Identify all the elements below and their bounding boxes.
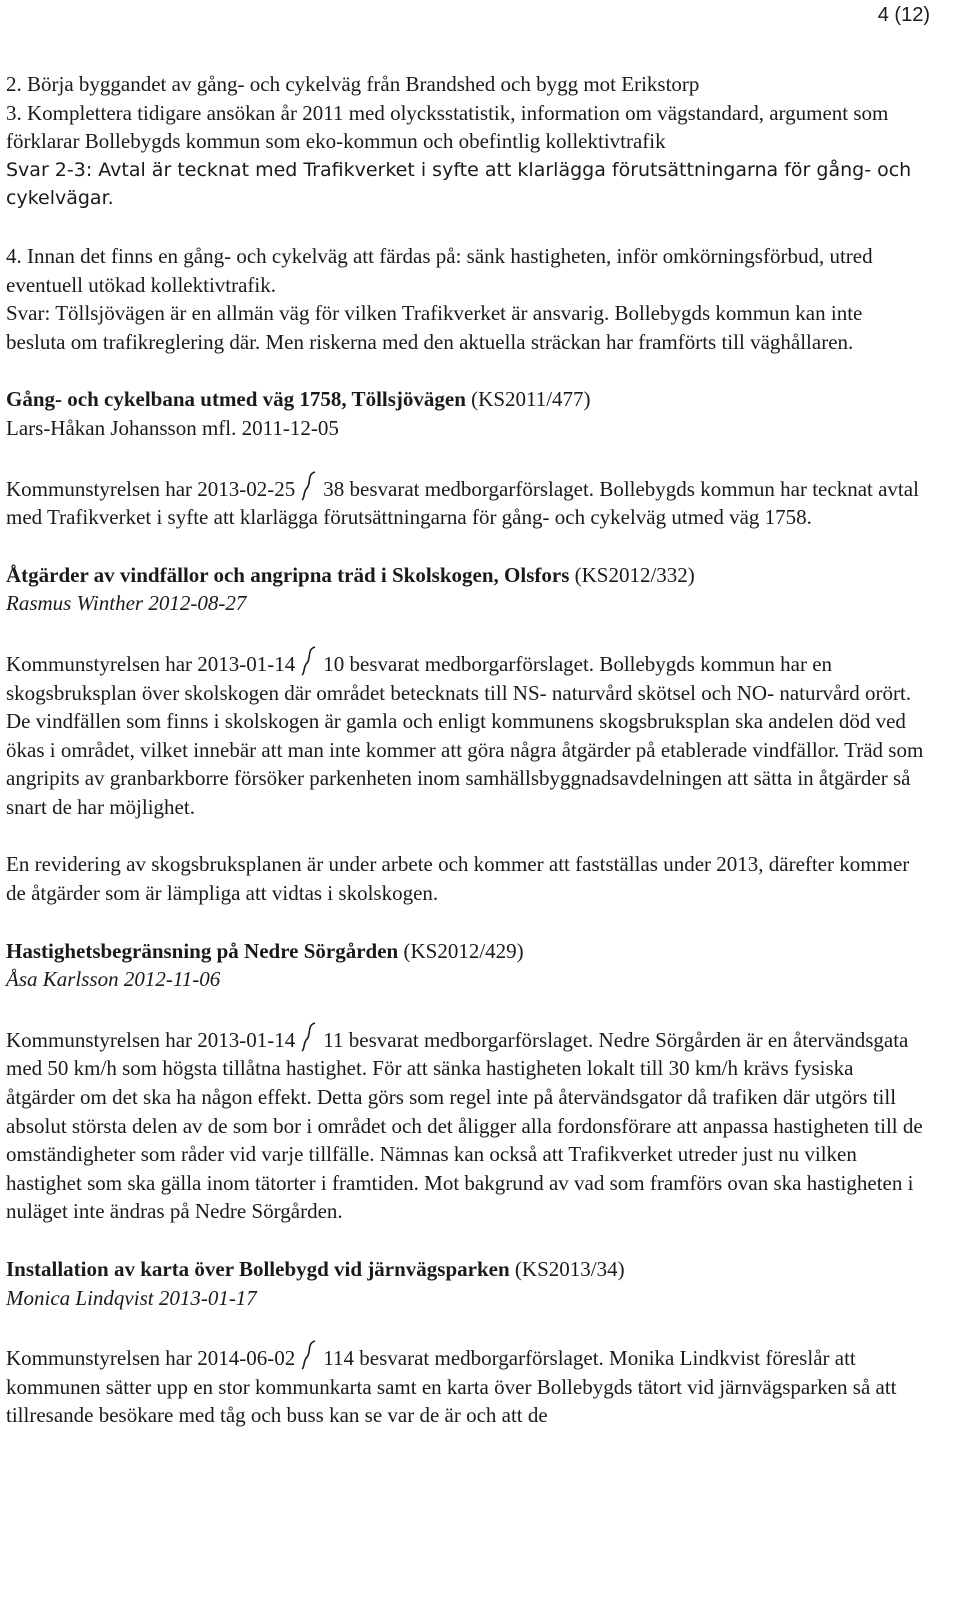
case-reference: (KS2011/477) xyxy=(471,387,591,412)
section-author: Lars-Håkan Johansson mfl. 2011-12-05 xyxy=(6,415,339,440)
section-vindfallor xyxy=(6,561,926,908)
case-reference: (KS2013/34) xyxy=(514,1257,625,1281)
section-body: Bollebygds kommun har en skogsbruksplan över skolskogen där området betecknats till NS- naturvård skötsel och NO- naturvård orört. De vindfällen som finns i skolskogen är gamla och enligt kommunens skogsbruksplan ska andelen död ved ökas i området, vilket innebär att man inte kommer att göra några åtgärder på etablerade vindfällor. Träd som angripits av granbarkborre försöker parkenheten inom samhällsbyggnadsavdelningen att sätta in åtgärder så snart de har möjlighet. xyxy=(6,651,924,819)
section-hastighet xyxy=(6,937,926,1226)
decision-number: 11 besvarat medborgarförslaget. xyxy=(323,1027,594,1052)
answer-2-3: Svar 2-3: Avtal är tecknat med Trafikverket i syfte att klarlägga förutsättningarna för gång- och cykelvägar. xyxy=(6,158,912,210)
list-item-3: 3. Komplettera tidigare ansökan år 2011 med olycksstatistik, information om vägstandard, argument som förklarar Bollebygds kommun som eko-kommun och obefintlig kollektivtrafik xyxy=(6,100,889,154)
case-reference: (KS2012/429) xyxy=(403,938,524,963)
answer-4-lead: Svar: Töllsjövägen är en allmän väg för vilken Trafikverket är ansvarig. xyxy=(6,301,610,326)
case-reference: (KS2012/332) xyxy=(574,562,695,587)
section-extra: En revidering av skogsbruksplanen är under arbete och kommer att fastställas under 2013, därefter kommer de åtgärder som är lämpliga att vidtas i skolskogen. xyxy=(6,852,910,906)
section-text xyxy=(6,472,926,532)
section-heading xyxy=(6,937,926,966)
decision-number: 114 besvarat medborgarförslaget. xyxy=(323,1346,604,1371)
decision-date: Kommunstyrelsen har 2013-02-25 xyxy=(6,476,296,501)
section-title: Installation av karta över Bollebygd vid järnvägsparken xyxy=(6,1257,510,1281)
paragraph-sign-icon xyxy=(299,1023,319,1053)
section-author: Åsa Karlsson 2012-11-06 xyxy=(6,967,221,992)
section-heading xyxy=(6,561,926,590)
page-number: 4 (12) xyxy=(877,4,930,26)
document-body xyxy=(6,70,926,1430)
section-author: Monica Lindqvist 2013-01-17 xyxy=(6,1285,257,1310)
paragraph-sign-icon xyxy=(299,1341,319,1371)
section-text xyxy=(6,1341,926,1430)
decision-date: Kommunstyrelsen har 2013-01-14 xyxy=(6,651,296,676)
paragraph-sign-icon xyxy=(299,647,319,677)
decision-date: Kommunstyrelsen har 2013-01-14 xyxy=(6,1027,296,1052)
decision-number: 38 besvarat medborgarförslaget. xyxy=(323,476,595,501)
section-heading xyxy=(6,1255,926,1284)
section-karta xyxy=(6,1255,926,1430)
answer-4 xyxy=(6,299,926,356)
section-title: Åtgärder av vindfällor och angripna träd i Skolskogen, Olsfors xyxy=(6,562,570,587)
paragraph-sign-icon xyxy=(299,472,319,502)
section-text xyxy=(6,647,926,822)
list-item-2: 2. Börja byggandet av gång- och cykelväg från Brandshed och bygg mot Erikstorp xyxy=(6,72,700,96)
decision-date: Kommunstyrelsen har 2014-06-02 xyxy=(6,1346,296,1371)
section-text xyxy=(6,1023,926,1226)
section-heading xyxy=(6,385,926,414)
decision-number: 10 besvarat medborgarförslaget. xyxy=(323,651,595,676)
section-body: Monika Lindkvist föreslår att kommunen sätter upp en stor kommunkarta samt en karta över Bollebygds tätort vid järnvägsparken så att tillresande besökare med tåg och buss kan se var de är och att de xyxy=(6,1346,897,1428)
section-body: Bollebygds kommun har tecknat avtal med Trafikverket i syfte att klarlägga förutsättningarna för gång- och cykelväg utmed väg 1758. xyxy=(6,476,919,530)
section-body: Nedre Sörgården är en återvändsgata med 50 km/h som högsta tillåtna hastighet. För att sänka hastigheten lokalt till 30 km/h krävs fysiska åtgärder om det ska ha någon effekt. Detta görs som regel inte på återvändsgator då trafiken där utgörs till absolut största delen av de som bor i området och det åligger alla fordonsförare att anpassa hastigheten till de omständigheter som råder vid varje tillfälle. Nämnas kan också att Trafikverket utreder just nu vilken hastighet som ska gälla inom tätorter i framtiden. Mot bakgrund av vad som framförs ovan ska hastigheten i nuläget inte ändras på Nedre Sörgården. xyxy=(6,1027,923,1224)
section-title: Gång- och cykelbana utmed väg 1758, Töllsjövägen xyxy=(6,387,466,412)
section-author: Rasmus Winther 2012-08-27 xyxy=(6,591,247,616)
section-title: Hastighetsbegränsning på Nedre Sörgården xyxy=(6,938,399,963)
section-gang-cykelbana xyxy=(6,385,926,531)
list-item-4: 4. Innan det finns en gång- och cykelväg att färdas på: sänk hastigheten, inför omkörningsförbud, utred eventuell utökad kollektivtrafik. xyxy=(6,243,873,297)
answer-4-rest: Bollebygds kommun kan inte besluta om trafikreglering där. Men riskerna med den aktuella sträckan har framförts till väghållaren. xyxy=(6,301,863,354)
